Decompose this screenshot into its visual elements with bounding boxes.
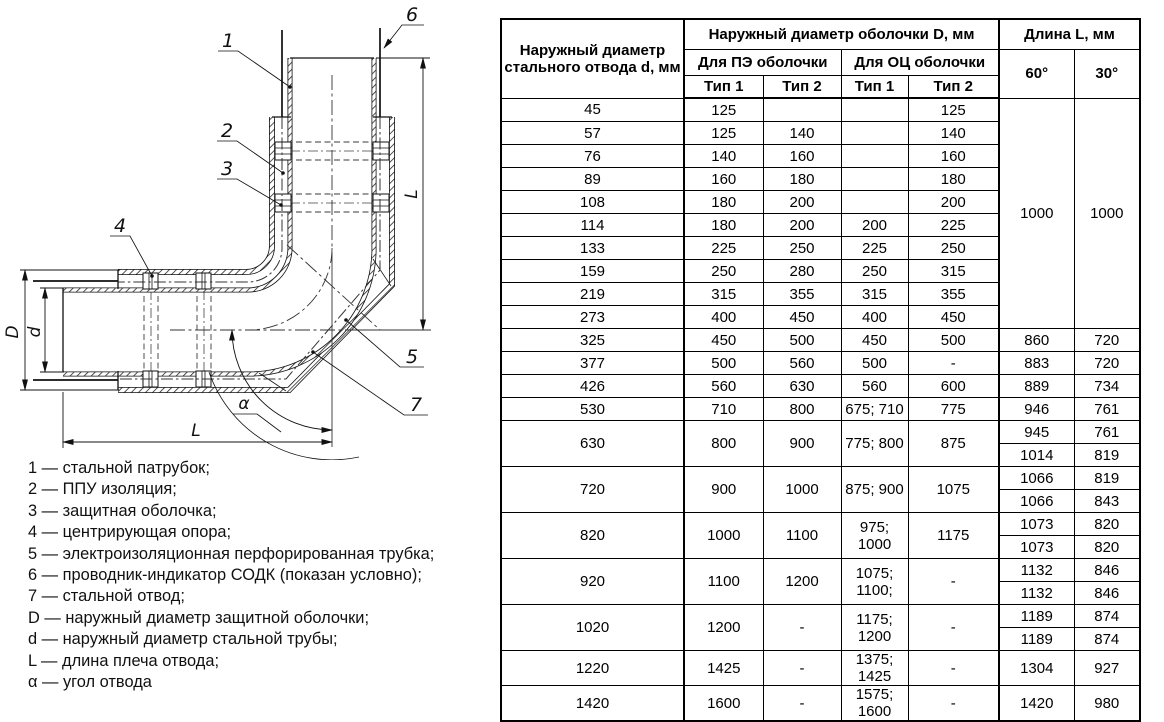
cell-l30: 980: [1074, 686, 1140, 722]
cell-l60: 1420: [999, 686, 1074, 722]
cell-l30: 843: [1074, 490, 1140, 513]
legend-item: α — угол отвода: [28, 673, 152, 692]
cell-steel-d: 108: [501, 191, 684, 214]
cell-oc-type1: 1375; 1425: [841, 651, 908, 686]
cell-oc-type1: [841, 168, 908, 191]
cell-pe-type1: 1200: [684, 605, 763, 651]
cell-l60: 1189: [999, 605, 1074, 628]
header-shell-diameter-group: Наружный диаметр оболочки D, мм: [684, 19, 999, 50]
cell-steel-d: 219: [501, 283, 684, 306]
legend-item: 3 — защитная оболочка;: [28, 501, 217, 520]
cell-oc-type2: 125: [908, 98, 999, 122]
legend-item: 6 — проводник-индикатор СОДК (показан условно);: [28, 566, 422, 585]
cell-l60: 945: [999, 421, 1074, 444]
cell-oc-type1: 1075; 1100;: [841, 559, 908, 605]
table-row: [501, 605, 1140, 628]
table-row: [501, 398, 1140, 421]
cell-oc-type1: [841, 122, 908, 145]
callout-1: 1: [221, 30, 235, 52]
cell-steel-d: 57: [501, 122, 684, 145]
cell-steel-d: 377: [501, 352, 684, 375]
cell-pe-type2: -: [763, 651, 841, 686]
cell-steel-d: 530: [501, 398, 684, 421]
table-row: [501, 329, 1140, 352]
callout-5: 5: [405, 346, 419, 368]
cell-l60: 1189: [999, 628, 1074, 651]
cell-pe-type1: 800: [684, 421, 763, 467]
cell-oc-type1: 675; 710: [841, 398, 908, 421]
cell-l30: 874: [1074, 628, 1140, 651]
cell-pe-type1: 225: [684, 237, 763, 260]
cell-pe-type2: 1200: [763, 559, 841, 605]
cell-oc-type2: 775: [908, 398, 999, 421]
cell-l30: 819: [1074, 467, 1140, 490]
cell-pe-type1: 1600: [684, 686, 763, 722]
cell-oc-type2: 450: [908, 306, 999, 329]
elbow-technical-drawing: [0, 0, 500, 460]
table-row: [501, 421, 1140, 444]
header-60deg: 60°: [999, 50, 1074, 99]
cell-oc-type1: [841, 145, 908, 168]
cell-pe-type2: 200: [763, 214, 841, 237]
cell-pe-type2: 1100: [763, 513, 841, 559]
cell-l30: 720: [1074, 329, 1140, 352]
cell-l30: 819: [1074, 444, 1140, 467]
cell-oc-type2: -: [908, 559, 999, 605]
cell-l60: 860: [999, 329, 1074, 352]
cell-steel-d: 426: [501, 375, 684, 398]
cell-oc-type1: 875; 900: [841, 467, 908, 513]
casing-wall: [118, 117, 392, 390]
cell-pe-type2: 800: [763, 398, 841, 421]
cell-pe-type2: 900: [763, 421, 841, 467]
cell-l60: 1073: [999, 513, 1074, 536]
cell-oc-type1: 200: [841, 214, 908, 237]
cell-l60: 1066: [999, 490, 1074, 513]
cell-oc-type1: 500: [841, 352, 908, 375]
cell-oc-type2: 160: [908, 145, 999, 168]
cell-oc-type2: 1075: [908, 467, 999, 513]
cell-pe-type2: 355: [763, 283, 841, 306]
legend-item: 5 — электроизоляционная перфорированная трубка;: [28, 544, 435, 563]
cell-pe-type2: 160: [763, 145, 841, 168]
cell-oc-type2: 315: [908, 260, 999, 283]
cell-oc-type1: 315: [841, 283, 908, 306]
cell-l30: 846: [1074, 582, 1140, 605]
cell-l60: 1304: [999, 651, 1074, 686]
cell-pe-type2: 200: [763, 191, 841, 214]
cell-l60: 1066: [999, 467, 1074, 490]
dim-label-d: d: [25, 326, 45, 338]
cell-steel-d: 920: [501, 559, 684, 605]
cell-pe-type1: 500: [684, 352, 763, 375]
cell-steel-d: 1220: [501, 651, 684, 686]
table-row: [501, 513, 1140, 536]
legend-item: d — наружный диаметр стальной трубы;: [28, 630, 338, 649]
header-oc-type1: Тип 1: [841, 76, 908, 99]
cell-pe-type1: 710: [684, 398, 763, 421]
cell-l60: 889: [999, 375, 1074, 398]
cell-steel-d: 630: [501, 421, 684, 467]
steel-pipe-wall: [63, 58, 374, 374]
cell-oc-type2: 180: [908, 168, 999, 191]
cell-pe-type1: 160: [684, 168, 763, 191]
pipe-end-caps: [63, 58, 392, 390]
cell-pe-type2: [763, 98, 841, 122]
cell-l60: 1000: [999, 98, 1074, 329]
legend-item: D — наружный диаметр защитной оболочки;: [28, 608, 370, 627]
cell-l30: 874: [1074, 605, 1140, 628]
cell-oc-type2: -: [908, 605, 999, 651]
cell-pe-type1: 180: [684, 214, 763, 237]
cell-pe-type1: 1000: [684, 513, 763, 559]
dim-label-D: D: [3, 325, 23, 339]
dim-label-alpha: α: [238, 394, 250, 414]
table-row: [501, 467, 1140, 490]
cell-pe-type1: 400: [684, 306, 763, 329]
cell-oc-type1: 225: [841, 237, 908, 260]
cell-oc-type1: 1175; 1200: [841, 605, 908, 651]
dim-label-L-bottom: L: [191, 421, 201, 441]
cell-oc-type1: 560: [841, 375, 908, 398]
cell-l30: 820: [1074, 513, 1140, 536]
cell-pe-type1: 140: [684, 145, 763, 168]
cell-steel-d: 159: [501, 260, 684, 283]
cell-oc-type1: 1575; 1600: [841, 686, 908, 722]
cell-oc-type2: 200: [908, 191, 999, 214]
cell-l30: 1000: [1074, 98, 1140, 329]
cell-pe-type2: -: [763, 605, 841, 651]
cell-pe-type1: 315: [684, 283, 763, 306]
cell-l60: 1132: [999, 559, 1074, 582]
header-pe-type1: Тип 1: [684, 76, 763, 99]
cell-steel-d: 133: [501, 237, 684, 260]
cell-l60: 1132: [999, 582, 1074, 605]
cell-l30: 820: [1074, 536, 1140, 559]
cell-pe-type1: 125: [684, 98, 763, 122]
header-length-group: Длина L, мм: [999, 19, 1140, 50]
cell-oc-type2: 355: [908, 283, 999, 306]
cell-pe-type1: 125: [684, 122, 763, 145]
cell-pe-type2: 450: [763, 306, 841, 329]
cell-steel-d: 114: [501, 214, 684, 237]
cell-pe-type2: 500: [763, 329, 841, 352]
callout-7: 7: [409, 394, 423, 416]
cell-pe-type1: 1100: [684, 559, 763, 605]
header-30deg: 30°: [1074, 50, 1140, 99]
callout-4: 4: [113, 215, 127, 237]
cell-pe-type1: 250: [684, 260, 763, 283]
cell-pe-type2: 560: [763, 352, 841, 375]
table-row: [501, 98, 1140, 122]
alpha-leader: [233, 414, 281, 432]
cell-steel-d: 89: [501, 168, 684, 191]
legend-item: 4 — центрирующая опора;: [28, 523, 232, 542]
callout-6: 6: [405, 4, 419, 26]
cell-l60: 946: [999, 398, 1074, 421]
cell-oc-type2: 875: [908, 421, 999, 467]
cell-pe-type1: 560: [684, 375, 763, 398]
cell-oc-type2: -: [908, 686, 999, 722]
legend-item: 7 — стальной отвод;: [28, 587, 185, 606]
cell-oc-type2: 500: [908, 329, 999, 352]
cell-l30: 720: [1074, 352, 1140, 375]
legend-item: 2 — ППУ изоляция;: [28, 480, 177, 499]
cell-oc-type1: 975; 1000: [841, 513, 908, 559]
header-oc-shell: Для ОЦ оболочки: [841, 50, 999, 76]
cell-pe-type1: 900: [684, 467, 763, 513]
legend-item: 1 — стальной патрубок;: [28, 459, 210, 477]
cell-pe-type2: 1000: [763, 467, 841, 513]
table-row: [501, 651, 1140, 686]
dim-label-L-right: L: [402, 189, 422, 199]
cell-l60: 1073: [999, 536, 1074, 559]
cell-oc-type2: 250: [908, 237, 999, 260]
cell-l30: 846: [1074, 559, 1140, 582]
callout-dots: [150, 85, 348, 354]
cell-steel-d: 1020: [501, 605, 684, 651]
cell-l30: 761: [1074, 398, 1140, 421]
cell-pe-type1: 450: [684, 329, 763, 352]
cell-l60: 883: [999, 352, 1074, 375]
cell-oc-type1: [841, 191, 908, 214]
cell-l30: 927: [1074, 651, 1140, 686]
cell-oc-type1: 250: [841, 260, 908, 283]
cell-oc-type2: 600: [908, 375, 999, 398]
header-pe-type2: Тип 2: [763, 76, 841, 99]
cell-pe-type1: 180: [684, 191, 763, 214]
table-row: [501, 352, 1140, 375]
cell-pe-type2: 180: [763, 168, 841, 191]
header-pe-shell: Для ПЭ оболочки: [684, 50, 841, 76]
cell-oc-type1: 400: [841, 306, 908, 329]
callout-3: 3: [220, 158, 234, 180]
cell-pe-type2: 250: [763, 237, 841, 260]
cell-l30: 761: [1074, 421, 1140, 444]
callout-2: 2: [220, 120, 234, 142]
cell-steel-d: 45: [501, 98, 684, 122]
indicator-wires: [33, 28, 380, 380]
cell-steel-d: 325: [501, 329, 684, 352]
cell-steel-d: 720: [501, 467, 684, 513]
dimension-lines: [20, 58, 430, 460]
cell-pe-type1: 1425: [684, 651, 763, 686]
cell-l30: 734: [1074, 375, 1140, 398]
cell-oc-type1: [841, 98, 908, 122]
table-row: [501, 686, 1140, 722]
cell-oc-type2: 1175: [908, 513, 999, 559]
legend-item: L — длина плеча отвода;: [28, 651, 220, 670]
cell-oc-type2: -: [908, 651, 999, 686]
cell-pe-type2: 140: [763, 122, 841, 145]
cell-oc-type1: 450: [841, 329, 908, 352]
cell-oc-type2: 225: [908, 214, 999, 237]
cell-pe-type2: -: [763, 686, 841, 722]
cell-l60: 1014: [999, 444, 1074, 467]
header-steel-diameter: Наружный диаметр стального отвода d, мм: [501, 19, 684, 98]
cell-steel-d: 1420: [501, 686, 684, 722]
cell-oc-type1: 775; 800: [841, 421, 908, 467]
cell-pe-type2: 280: [763, 260, 841, 283]
dimensions-table: [500, 18, 1141, 722]
legend: [28, 458, 434, 693]
cell-pe-type2: 630: [763, 375, 841, 398]
cell-oc-type2: -: [908, 352, 999, 375]
cell-steel-d: 820: [501, 513, 684, 559]
cell-oc-type2: 140: [908, 122, 999, 145]
cell-steel-d: 76: [501, 145, 684, 168]
table-row: [501, 375, 1140, 398]
cell-steel-d: 273: [501, 306, 684, 329]
table-row: [501, 559, 1140, 582]
header-oc-type2: Тип 2: [908, 76, 999, 99]
